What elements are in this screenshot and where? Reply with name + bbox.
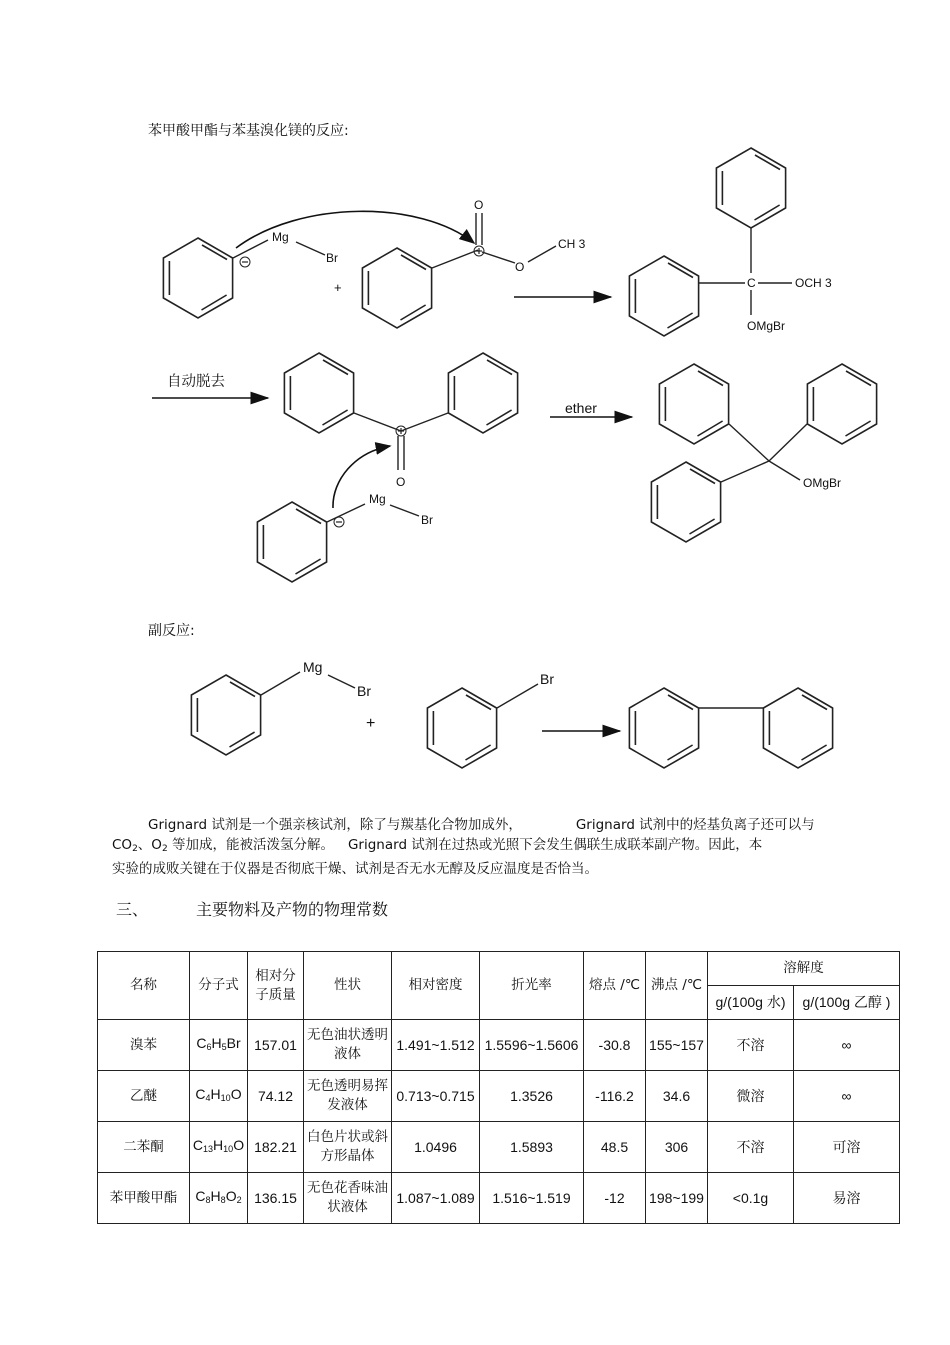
cell-name: 乙醚 xyxy=(98,1071,190,1122)
cell-sol-water: 微溶 xyxy=(708,1071,794,1122)
cell-formula: $C_4H_{10}O$ xyxy=(190,1071,248,1122)
phenyl-magnesium-bromide-1 xyxy=(163,230,338,318)
header-mp: 熔点 /℃ xyxy=(584,952,646,1020)
ketone-o: O xyxy=(396,475,406,489)
header-state: 性状 xyxy=(304,952,392,1020)
omgbr-label-1: OMgBr xyxy=(747,319,786,333)
cell-sol-water: 不溶 xyxy=(708,1122,794,1173)
carbonyl-o: O xyxy=(474,198,484,212)
plus-sign-2: + xyxy=(366,715,376,732)
benzophenone xyxy=(284,353,517,489)
triphenylmethoxide xyxy=(651,364,876,542)
header-bp: 沸点 /℃ xyxy=(646,952,708,1020)
cell-bp: 155~157 xyxy=(646,1020,708,1071)
biphenyl xyxy=(629,688,832,768)
cell-formula: $C_{13}H_{10}O$ xyxy=(190,1122,248,1173)
br-label-2: Br xyxy=(421,513,433,527)
cell-ri: 1.516~1.519 xyxy=(480,1173,584,1224)
mg-label: Mg xyxy=(272,230,289,244)
cell-sol-ethanol: ∞ xyxy=(794,1020,900,1071)
bromobenzene xyxy=(427,671,554,768)
br-label-4: Br xyxy=(540,671,554,687)
header-density: 相对密度 xyxy=(392,952,480,1020)
cell-mp: -30.8 xyxy=(584,1020,646,1071)
header-ri: 折光率 xyxy=(480,952,584,1020)
header-solubility: 溶解度 xyxy=(708,952,900,986)
ether-label: ether xyxy=(565,400,597,416)
side-reaction-caption: 副反应: xyxy=(148,623,195,639)
cell-bp: 306 xyxy=(646,1122,708,1173)
cell-state: 无色透明易挥发液体 xyxy=(304,1071,392,1122)
cell-ri: 1.5596~1.5606 xyxy=(480,1020,584,1071)
mg-label-2: Mg xyxy=(369,492,386,506)
header-sol-water: g/(100g 水) xyxy=(708,986,794,1020)
cell-mp: -12 xyxy=(584,1173,646,1224)
br-label: Br xyxy=(326,251,338,265)
cell-name: 溴苯 xyxy=(98,1020,190,1071)
br-label-3: Br xyxy=(357,683,371,699)
ester-o: O xyxy=(515,260,525,274)
cell-formula: $C_6H_5Br$ xyxy=(190,1020,248,1071)
table-row xyxy=(98,1071,900,1122)
cell-sol-ethanol: ∞ xyxy=(794,1071,900,1122)
cell-mw: 74.12 xyxy=(248,1071,304,1122)
section-heading xyxy=(116,897,388,920)
omgbr-label-2: OMgBr xyxy=(803,476,842,490)
cell-bp: 34.6 xyxy=(646,1071,708,1122)
cell-sol-ethanol: 可溶 xyxy=(794,1122,900,1173)
cell-density: 0.713~0.715 xyxy=(392,1071,480,1122)
cell-ri: 1.5893 xyxy=(480,1122,584,1173)
cell-density: 1.491~1.512 xyxy=(392,1020,480,1071)
auto-remove-label: 自动脱去 xyxy=(167,374,225,390)
table-row xyxy=(98,1020,900,1071)
cell-mw: 136.15 xyxy=(248,1173,304,1224)
header-name: 名称 xyxy=(98,952,190,1020)
cell-state: 无色油状透明液体 xyxy=(304,1020,392,1071)
table-row xyxy=(98,1173,900,1224)
header-sol-ethanol: g/(100g 乙醇 ) xyxy=(794,986,900,1020)
paragraph-line-1: Grignard 试剂是一个强亲核试剂，除了与羰基化合物加成外， Grignard 试剂中的烃基负离子还可以与 xyxy=(148,817,815,833)
cell-ri: 1.3526 xyxy=(480,1071,584,1122)
tetrahedral-intermediate xyxy=(629,148,832,336)
phenyl-magnesium-bromide-3 xyxy=(191,659,371,755)
cell-formula: $C_8H_8O_2$ xyxy=(190,1173,248,1224)
cell-mw: 157.01 xyxy=(248,1020,304,1071)
header-mw: 相对分子质量 xyxy=(248,952,304,1020)
paragraph xyxy=(112,815,872,879)
phenyl-magnesium-bromide-2 xyxy=(257,492,433,582)
ch3-label: CH 3 xyxy=(558,237,586,251)
table-body xyxy=(98,1020,900,1224)
cell-mp: 48.5 xyxy=(584,1122,646,1173)
section-title: 主要物料及产物的物理常数 xyxy=(196,900,389,919)
methyl-benzoate xyxy=(362,198,585,328)
och3-label: OCH 3 xyxy=(795,276,832,290)
cell-name: 苯甲酸甲酯 xyxy=(98,1173,190,1224)
cell-mw: 182.21 xyxy=(248,1122,304,1173)
mg-label-3: Mg xyxy=(303,659,323,675)
cell-mp: -116.2 xyxy=(584,1071,646,1122)
cell-state: 白色片状或斜方形晶体 xyxy=(304,1122,392,1173)
cell-state: 无色花香味油状液体 xyxy=(304,1173,392,1224)
cell-name: 二苯酮 xyxy=(98,1122,190,1173)
physical-constants-table xyxy=(97,951,900,1224)
cell-bp: 198~199 xyxy=(646,1173,708,1224)
plus-sign-1: + xyxy=(334,280,342,295)
table-row xyxy=(98,1122,900,1173)
reaction-title: 苯甲酸甲酯与苯基溴化镁的反应: xyxy=(148,123,349,139)
paragraph-line-3: 实验的成败关键在于仪器是否彻底干燥、试剂是否无水无醇及反应温度是否恰当。 xyxy=(112,861,598,877)
cell-density: 1.087~1.089 xyxy=(392,1173,480,1224)
header-formula: 分子式 xyxy=(190,952,248,1020)
paragraph-line-2: $CO_2$、$O_2$ 等加成，能被活泼氢分解。 Grignard 试剂在过热或光照下会发生偶联生成联苯副产物。因此，本 xyxy=(112,837,763,854)
central-c: C xyxy=(747,276,756,290)
cell-sol-ethanol: 易溶 xyxy=(794,1173,900,1224)
cell-density: 1.0496 xyxy=(392,1122,480,1173)
cell-sol-water: 不溶 xyxy=(708,1020,794,1071)
cell-sol-water: <0.1g xyxy=(708,1173,794,1224)
section-number: 三、 xyxy=(116,900,149,919)
